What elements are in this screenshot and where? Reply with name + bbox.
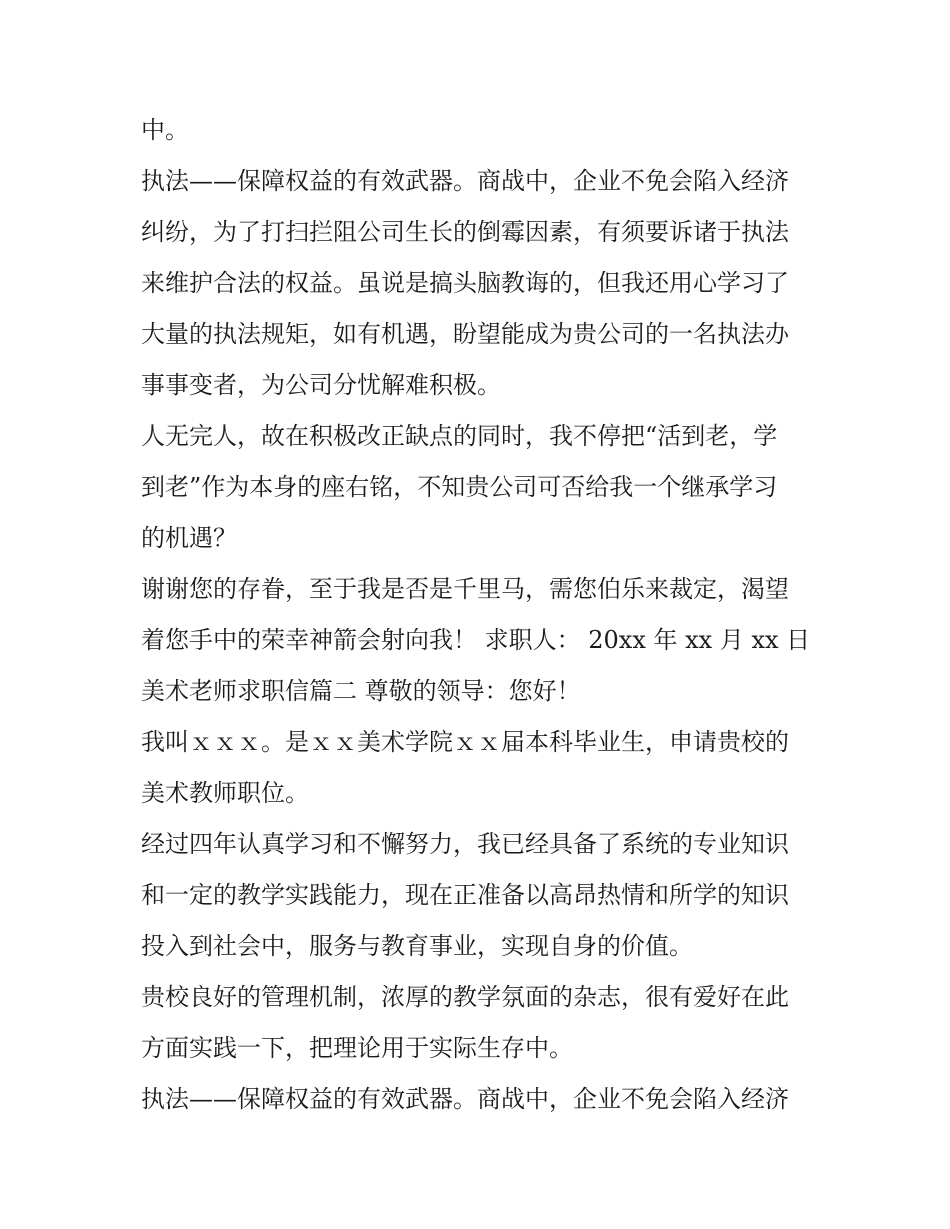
section-heading-line: 美术老师求职信篇二 尊敬的领导：您好！ — [141, 677, 581, 705]
document-body — [141, 105, 821, 1125]
text-line: 美术教师职位。 — [141, 779, 309, 807]
text-line: 方面实践一下，把理论用于实际生存中。 — [141, 1034, 573, 1062]
text-line: 谢谢您的存眷，至于我是否是千里马，需您伯乐来裁定，渴望 — [141, 575, 789, 603]
text-line: 和一定的教学实践能力，现在正准备以高昂热情和所学的知识 — [141, 881, 789, 909]
text-line: 纠纷，为了打扫拦阻公司生长的倒霉因素，有须要诉诸于执法 — [141, 218, 789, 246]
text-line: 中。 — [141, 116, 189, 144]
text-line: 来维护合法的权益。虽说是搞头脑教诲的，但我还用心学习了 — [141, 269, 789, 297]
text-line: 到老”作为本身的座右铭，不知贵公司可否给我一个继承学习 — [141, 473, 778, 501]
text-line: 执法——保障权益的有效武器。商战中，企业不免会陷入经济 — [141, 1085, 789, 1113]
text-line: 投入到社会中，服务与教育事业，实现自身的价值。 — [141, 932, 693, 960]
text-line: 的机遇？ — [141, 524, 237, 552]
text-line: 贵校良好的管理机制，浓厚的教学氛面的杂志，很有爱好在此 — [141, 983, 789, 1011]
signature-line: 着您手中的荣幸神箭会射向我！ 求职人： 20xx 年 xx 月 xx 日 — [141, 626, 811, 654]
text-line: 我叫ｘｘｘ。是ｘｘ美术学院ｘｘ届本科毕业生，申请贵校的 — [141, 728, 789, 756]
text-line: 事事变者，为公司分忧解难积极。 — [141, 371, 501, 399]
text-line: 经过四年认真学习和不懈努力，我已经具备了系统的专业知识 — [141, 830, 789, 858]
text-line: 大量的执法规矩，如有机遇，盼望能成为贵公司的一名执法办 — [141, 320, 789, 348]
text-line: 人无完人，故在积极改正缺点的同时，我不停把“活到老，学 — [141, 422, 778, 450]
text-line: 执法——保障权益的有效武器。商战中，企业不免会陷入经济 — [141, 167, 789, 195]
